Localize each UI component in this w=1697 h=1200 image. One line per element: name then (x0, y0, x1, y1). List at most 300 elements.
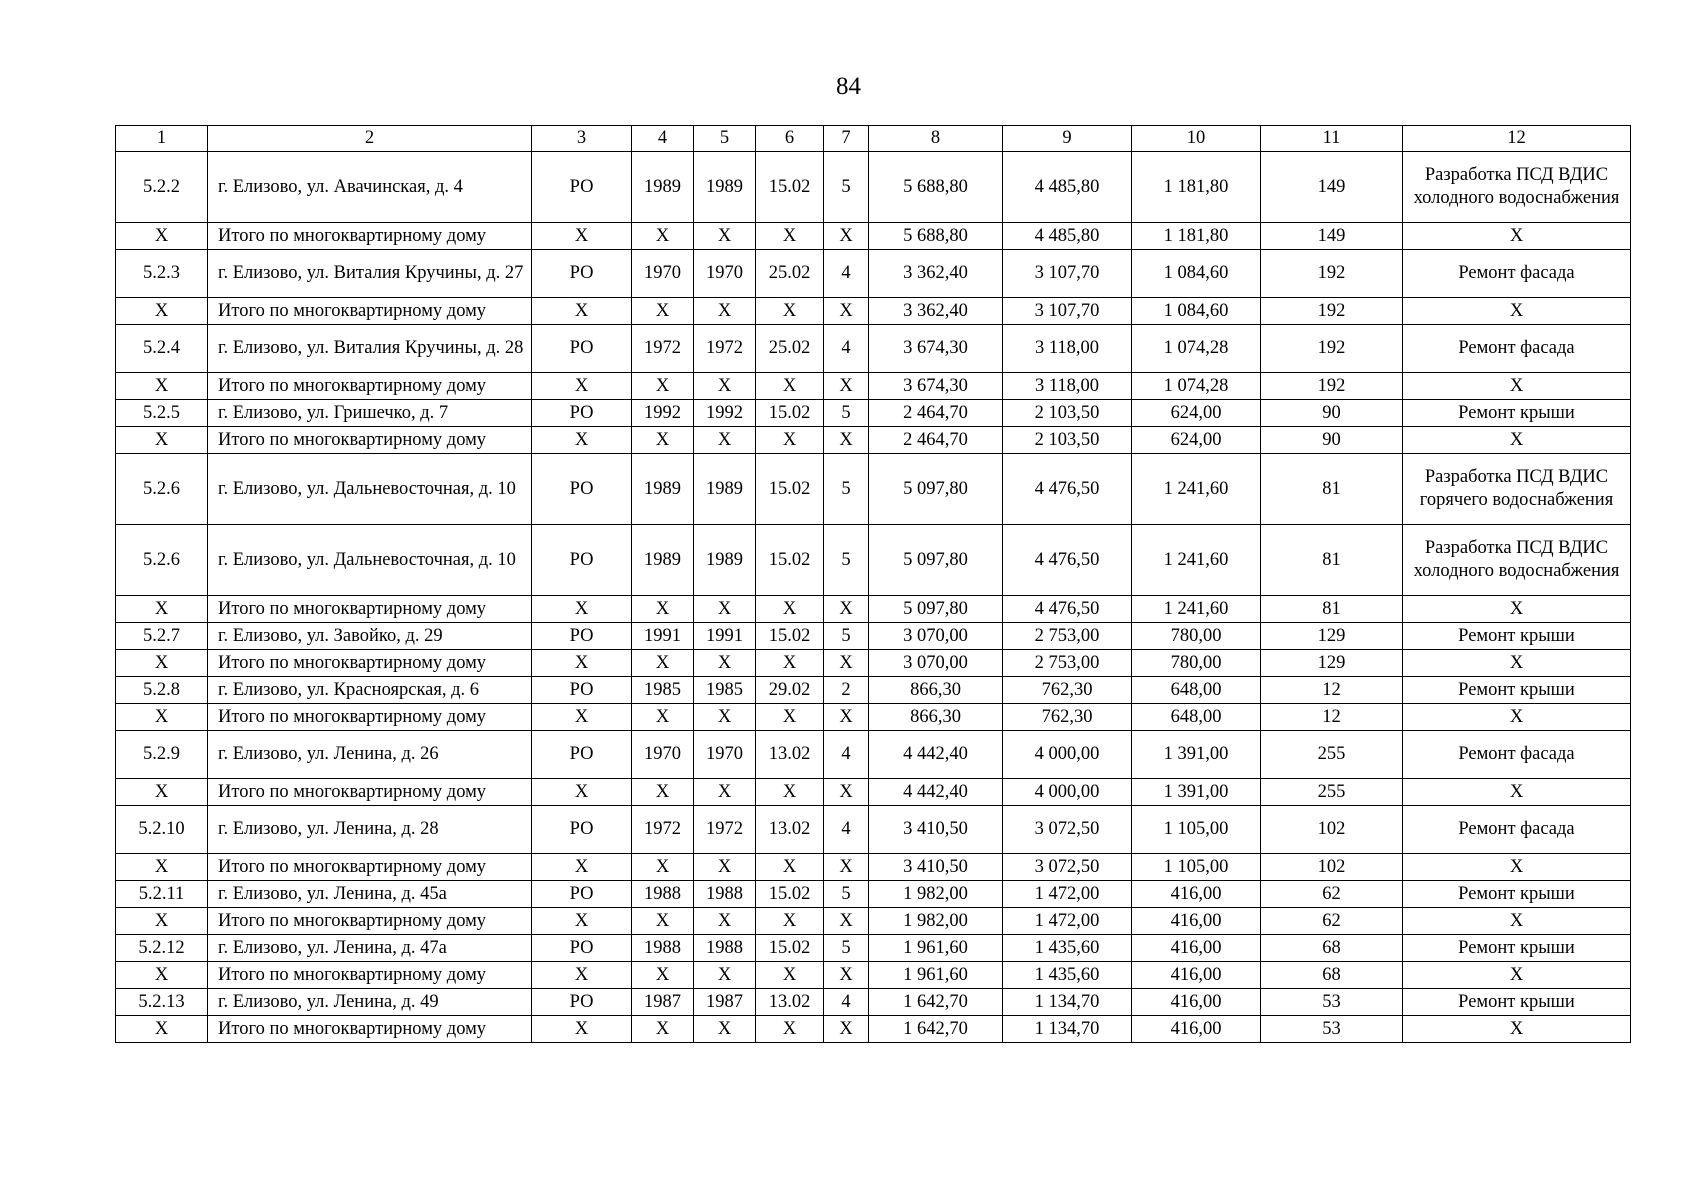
residential-area-cell: 762,30 (1003, 677, 1132, 704)
work-type-cell: Разработка ПСД ВДИС горячего водоснабжения (1403, 454, 1631, 525)
work-type-cell: Ремонт крыши (1403, 400, 1631, 427)
row-number: 5.2.10 (116, 806, 208, 854)
address-cell: г. Елизово, ул. Виталия Кручины, д. 28 (208, 325, 532, 373)
total-area-cell: 1 982,00 (869, 881, 1003, 908)
table-row (116, 731, 1631, 779)
address-cell: Итого по многоквартирному дому (208, 223, 532, 250)
year-built-cell: Х (632, 962, 694, 989)
row-number: Х (116, 779, 208, 806)
address-cell: Итого по многоквартирному дому (208, 650, 532, 677)
row-number: 5.2.5 (116, 400, 208, 427)
nonresidential-area-cell: 416,00 (1132, 908, 1261, 935)
total-area-cell: 5 097,80 (869, 596, 1003, 623)
year-built-cell: Х (632, 854, 694, 881)
wall-material-code-cell: 13.02 (756, 989, 824, 1016)
type-cell: Х (532, 427, 632, 454)
type-cell: РО (532, 325, 632, 373)
type-cell: Х (532, 779, 632, 806)
nonresidential-area-cell: 1 181,80 (1132, 223, 1261, 250)
table-row (116, 1016, 1631, 1043)
total-area-cell: 1 642,70 (869, 1016, 1003, 1043)
residents-cell: 255 (1261, 731, 1403, 779)
nonresidential-area-cell: 1 241,60 (1132, 596, 1261, 623)
residents-cell: 90 (1261, 400, 1403, 427)
total-area-cell: 2 464,70 (869, 400, 1003, 427)
work-type-cell: Х (1403, 373, 1631, 400)
residential-area-cell: 3 107,70 (1003, 298, 1132, 325)
year-built-cell: Х (632, 373, 694, 400)
total-area-cell: 866,30 (869, 704, 1003, 731)
year-built-cell: Х (632, 596, 694, 623)
work-type-cell: Х (1403, 779, 1631, 806)
wall-material-code-cell: 15.02 (756, 525, 824, 596)
residential-area-cell: 2 753,00 (1003, 650, 1132, 677)
table-row (116, 650, 1631, 677)
work-type-cell: Х (1403, 1016, 1631, 1043)
row-number: Х (116, 596, 208, 623)
total-area-cell: 5 688,80 (869, 152, 1003, 223)
floors-cell: Х (824, 1016, 869, 1043)
total-area-cell: 3 674,30 (869, 325, 1003, 373)
work-type-cell: Ремонт фасада (1403, 806, 1631, 854)
total-area-cell: 3 410,50 (869, 806, 1003, 854)
year-commissioned-cell: Х (694, 1016, 756, 1043)
year-built-cell: 1972 (632, 325, 694, 373)
work-type-cell: Ремонт фасада (1403, 325, 1631, 373)
row-number: 5.2.2 (116, 152, 208, 223)
nonresidential-area-cell: 1 241,60 (1132, 454, 1261, 525)
row-number: 5.2.11 (116, 881, 208, 908)
column-header: 8 (869, 126, 1003, 152)
nonresidential-area-cell: 1 084,60 (1132, 298, 1261, 325)
column-header: 3 (532, 126, 632, 152)
total-area-cell: 2 464,70 (869, 427, 1003, 454)
year-commissioned-cell: 1985 (694, 677, 756, 704)
nonresidential-area-cell: 1 084,60 (1132, 250, 1261, 298)
row-number: Х (116, 298, 208, 325)
address-cell: Итого по многоквартирному дому (208, 962, 532, 989)
table-row (116, 427, 1631, 454)
address-cell: г. Елизово, ул. Дальневосточная, д. 10 (208, 454, 532, 525)
residential-area-cell: 1 435,60 (1003, 962, 1132, 989)
residents-cell: 255 (1261, 779, 1403, 806)
year-commissioned-cell: 1989 (694, 454, 756, 525)
residents-cell: 62 (1261, 881, 1403, 908)
table-row (116, 779, 1631, 806)
wall-material-code-cell: Х (756, 650, 824, 677)
type-cell: Х (532, 908, 632, 935)
type-cell: Х (532, 962, 632, 989)
residents-cell: 192 (1261, 250, 1403, 298)
nonresidential-area-cell: 648,00 (1132, 704, 1261, 731)
residents-cell: 149 (1261, 152, 1403, 223)
residents-cell: 12 (1261, 677, 1403, 704)
year-commissioned-cell: Х (694, 854, 756, 881)
type-cell: Х (532, 854, 632, 881)
wall-material-code-cell: 15.02 (756, 454, 824, 525)
work-type-cell: Ремонт фасада (1403, 250, 1631, 298)
nonresidential-area-cell: 1 074,28 (1132, 373, 1261, 400)
page-number: 84 (836, 73, 861, 100)
nonresidential-area-cell: 416,00 (1132, 1016, 1261, 1043)
work-type-cell: Ремонт фасада (1403, 731, 1631, 779)
address-cell: г. Елизово, ул. Ленина, д. 26 (208, 731, 532, 779)
residents-cell: 68 (1261, 962, 1403, 989)
table-row (116, 854, 1631, 881)
column-header: 4 (632, 126, 694, 152)
table-row (116, 525, 1631, 596)
nonresidential-area-cell: 648,00 (1132, 677, 1261, 704)
address-cell: г. Елизово, ул. Дальневосточная, д. 10 (208, 525, 532, 596)
year-commissioned-cell: Х (694, 223, 756, 250)
table-row (116, 454, 1631, 525)
residential-area-cell: 4 476,50 (1003, 454, 1132, 525)
wall-material-code-cell: Х (756, 779, 824, 806)
work-type-cell: Х (1403, 962, 1631, 989)
residential-area-cell: 3 072,50 (1003, 854, 1132, 881)
year-commissioned-cell: Х (694, 650, 756, 677)
year-commissioned-cell: 1970 (694, 250, 756, 298)
total-area-cell: 1 642,70 (869, 989, 1003, 1016)
year-built-cell: Х (632, 298, 694, 325)
residential-area-cell: 4 485,80 (1003, 223, 1132, 250)
wall-material-code-cell: Х (756, 908, 824, 935)
year-built-cell: Х (632, 427, 694, 454)
floors-cell: 5 (824, 152, 869, 223)
total-area-cell: 1 961,60 (869, 962, 1003, 989)
address-cell: г. Елизово, ул. Ленина, д. 49 (208, 989, 532, 1016)
row-number: 5.2.6 (116, 525, 208, 596)
residents-cell: 90 (1261, 427, 1403, 454)
residential-area-cell: 1 472,00 (1003, 908, 1132, 935)
column-header: 2 (208, 126, 532, 152)
residential-area-cell: 3 118,00 (1003, 373, 1132, 400)
year-built-cell: Х (632, 650, 694, 677)
year-commissioned-cell: Х (694, 298, 756, 325)
wall-material-code-cell: Х (756, 854, 824, 881)
year-commissioned-cell: Х (694, 962, 756, 989)
address-cell: Итого по многоквартирному дому (208, 596, 532, 623)
floors-cell: Х (824, 373, 869, 400)
address-cell: Итого по многоквартирному дому (208, 779, 532, 806)
residential-area-cell: 2 103,50 (1003, 400, 1132, 427)
type-cell: РО (532, 152, 632, 223)
nonresidential-area-cell: 1 074,28 (1132, 325, 1261, 373)
work-type-cell: Разработка ПСД ВДИС холодного водоснабжения (1403, 525, 1631, 596)
residents-cell: 62 (1261, 908, 1403, 935)
residential-area-cell: 1 134,70 (1003, 989, 1132, 1016)
address-cell: Итого по многоквартирному дому (208, 854, 532, 881)
total-area-cell: 3 362,40 (869, 298, 1003, 325)
table-row (116, 250, 1631, 298)
row-number: Х (116, 223, 208, 250)
address-cell: г. Елизово, ул. Виталия Кручины, д. 27 (208, 250, 532, 298)
row-number: 5.2.8 (116, 677, 208, 704)
table-row (116, 623, 1631, 650)
floors-cell: Х (824, 779, 869, 806)
type-cell: РО (532, 731, 632, 779)
floors-cell: 4 (824, 989, 869, 1016)
year-built-cell: 1970 (632, 731, 694, 779)
column-header: 1 (116, 126, 208, 152)
residents-cell: 81 (1261, 596, 1403, 623)
nonresidential-area-cell: 624,00 (1132, 427, 1261, 454)
residential-area-cell: 2 753,00 (1003, 623, 1132, 650)
total-area-cell: 5 688,80 (869, 223, 1003, 250)
floors-cell: Х (824, 223, 869, 250)
table-row (116, 935, 1631, 962)
year-built-cell: 1985 (632, 677, 694, 704)
nonresidential-area-cell: 416,00 (1132, 989, 1261, 1016)
column-header: 6 (756, 126, 824, 152)
type-cell: РО (532, 935, 632, 962)
housing-register-table (115, 125, 1631, 1043)
residents-cell: 102 (1261, 806, 1403, 854)
wall-material-code-cell: Х (756, 962, 824, 989)
wall-material-code-cell: 15.02 (756, 935, 824, 962)
floors-cell: 2 (824, 677, 869, 704)
total-area-cell: 3 674,30 (869, 373, 1003, 400)
table-row (116, 325, 1631, 373)
floors-cell: Х (824, 596, 869, 623)
row-number: Х (116, 427, 208, 454)
floors-cell: 4 (824, 806, 869, 854)
total-area-cell: 5 097,80 (869, 454, 1003, 525)
wall-material-code-cell: Х (756, 1016, 824, 1043)
nonresidential-area-cell: 780,00 (1132, 650, 1261, 677)
year-built-cell: Х (632, 908, 694, 935)
year-commissioned-cell: 1972 (694, 806, 756, 854)
year-commissioned-cell: Х (694, 427, 756, 454)
wall-material-code-cell: 25.02 (756, 250, 824, 298)
type-cell: Х (532, 1016, 632, 1043)
column-header: 10 (1132, 126, 1261, 152)
year-commissioned-cell: 1988 (694, 881, 756, 908)
nonresidential-area-cell: 1 181,80 (1132, 152, 1261, 223)
address-cell: Итого по многоквартирному дому (208, 427, 532, 454)
wall-material-code-cell: 15.02 (756, 400, 824, 427)
wall-material-code-cell: Х (756, 596, 824, 623)
year-built-cell: 1991 (632, 623, 694, 650)
column-number-row (116, 126, 1631, 152)
type-cell: Х (532, 223, 632, 250)
table-row (116, 373, 1631, 400)
address-cell: г. Елизово, ул. Ленина, д. 47а (208, 935, 532, 962)
floors-cell: Х (824, 427, 869, 454)
residential-area-cell: 3 107,70 (1003, 250, 1132, 298)
floors-cell: 4 (824, 250, 869, 298)
work-type-cell: Разработка ПСД ВДИС холодного водоснабжения (1403, 152, 1631, 223)
residential-area-cell: 4 476,50 (1003, 525, 1132, 596)
floors-cell: Х (824, 908, 869, 935)
address-cell: г. Елизово, ул. Ленина, д. 28 (208, 806, 532, 854)
column-header: 12 (1403, 126, 1631, 152)
residents-cell: 129 (1261, 623, 1403, 650)
row-number: 5.2.13 (116, 989, 208, 1016)
year-commissioned-cell: Х (694, 704, 756, 731)
row-number: Х (116, 704, 208, 731)
residential-area-cell: 4 476,50 (1003, 596, 1132, 623)
residential-area-cell: 1 134,70 (1003, 1016, 1132, 1043)
table-row (116, 677, 1631, 704)
residents-cell: 129 (1261, 650, 1403, 677)
row-number: Х (116, 1016, 208, 1043)
total-area-cell: 3 070,00 (869, 623, 1003, 650)
year-commissioned-cell: 1972 (694, 325, 756, 373)
nonresidential-area-cell: 416,00 (1132, 935, 1261, 962)
year-built-cell: 1988 (632, 881, 694, 908)
address-cell: Итого по многоквартирному дому (208, 908, 532, 935)
year-commissioned-cell: Х (694, 373, 756, 400)
column-header: 7 (824, 126, 869, 152)
total-area-cell: 3 410,50 (869, 854, 1003, 881)
work-type-cell: Х (1403, 854, 1631, 881)
year-commissioned-cell: 1989 (694, 525, 756, 596)
residential-area-cell: 1 472,00 (1003, 881, 1132, 908)
year-built-cell: 1970 (632, 250, 694, 298)
floors-cell: Х (824, 298, 869, 325)
residents-cell: 12 (1261, 704, 1403, 731)
table-row (116, 704, 1631, 731)
address-cell: Итого по многоквартирному дому (208, 1016, 532, 1043)
work-type-cell: Х (1403, 223, 1631, 250)
floors-cell: Х (824, 854, 869, 881)
residents-cell: 192 (1261, 325, 1403, 373)
year-commissioned-cell: 1989 (694, 152, 756, 223)
work-type-cell: Х (1403, 704, 1631, 731)
floors-cell: Х (824, 962, 869, 989)
nonresidential-area-cell: 1 105,00 (1132, 854, 1261, 881)
total-area-cell: 3 070,00 (869, 650, 1003, 677)
total-area-cell: 5 097,80 (869, 525, 1003, 596)
year-built-cell: Х (632, 223, 694, 250)
year-commissioned-cell: Х (694, 908, 756, 935)
wall-material-code-cell: 15.02 (756, 881, 824, 908)
column-header: 11 (1261, 126, 1403, 152)
table-body (116, 126, 1631, 1043)
floors-cell: 4 (824, 731, 869, 779)
table-row (116, 962, 1631, 989)
row-number: 5.2.7 (116, 623, 208, 650)
table-row (116, 908, 1631, 935)
table-row (116, 881, 1631, 908)
year-built-cell: 1972 (632, 806, 694, 854)
total-area-cell: 4 442,40 (869, 731, 1003, 779)
row-number: 5.2.4 (116, 325, 208, 373)
type-cell: РО (532, 881, 632, 908)
nonresidential-area-cell: 1 391,00 (1132, 779, 1261, 806)
type-cell: РО (532, 400, 632, 427)
wall-material-code-cell: 29.02 (756, 677, 824, 704)
row-number: Х (116, 962, 208, 989)
total-area-cell: 1 982,00 (869, 908, 1003, 935)
row-number: 5.2.12 (116, 935, 208, 962)
floors-cell: 4 (824, 325, 869, 373)
wall-material-code-cell: 13.02 (756, 806, 824, 854)
residents-cell: 68 (1261, 935, 1403, 962)
work-type-cell: Х (1403, 298, 1631, 325)
work-type-cell: Х (1403, 650, 1631, 677)
type-cell: Х (532, 373, 632, 400)
total-area-cell: 3 362,40 (869, 250, 1003, 298)
nonresidential-area-cell: 416,00 (1132, 881, 1261, 908)
row-number: Х (116, 373, 208, 400)
address-cell: г. Елизово, ул. Ленина, д. 45а (208, 881, 532, 908)
residential-area-cell: 2 103,50 (1003, 427, 1132, 454)
year-built-cell: 1989 (632, 525, 694, 596)
table-row (116, 806, 1631, 854)
table-row (116, 152, 1631, 223)
address-cell: г. Елизово, ул. Завойко, д. 29 (208, 623, 532, 650)
floors-cell: 5 (824, 525, 869, 596)
wall-material-code-cell: Х (756, 427, 824, 454)
year-built-cell: Х (632, 779, 694, 806)
residential-area-cell: 4 000,00 (1003, 731, 1132, 779)
type-cell: Х (532, 298, 632, 325)
address-cell: Итого по многоквартирному дому (208, 704, 532, 731)
type-cell: РО (532, 454, 632, 525)
nonresidential-area-cell: 624,00 (1132, 400, 1261, 427)
year-built-cell: 1989 (632, 454, 694, 525)
column-header: 9 (1003, 126, 1132, 152)
residential-area-cell: 4 485,80 (1003, 152, 1132, 223)
work-type-cell: Ремонт крыши (1403, 989, 1631, 1016)
address-cell: Итого по многоквартирному дому (208, 298, 532, 325)
nonresidential-area-cell: 1 391,00 (1132, 731, 1261, 779)
type-cell: РО (532, 989, 632, 1016)
wall-material-code-cell: 25.02 (756, 325, 824, 373)
type-cell: РО (532, 677, 632, 704)
year-built-cell: Х (632, 704, 694, 731)
residents-cell: 81 (1261, 525, 1403, 596)
wall-material-code-cell: 15.02 (756, 623, 824, 650)
year-commissioned-cell: 1991 (694, 623, 756, 650)
year-commissioned-cell: Х (694, 596, 756, 623)
year-commissioned-cell: 1970 (694, 731, 756, 779)
floors-cell: 5 (824, 935, 869, 962)
type-cell: Х (532, 704, 632, 731)
floors-cell: 5 (824, 454, 869, 525)
floors-cell: Х (824, 704, 869, 731)
work-type-cell: Х (1403, 427, 1631, 454)
row-number: 5.2.6 (116, 454, 208, 525)
address-cell: г. Елизово, ул. Авачинская, д. 4 (208, 152, 532, 223)
type-cell: РО (532, 525, 632, 596)
residents-cell: 192 (1261, 373, 1403, 400)
type-cell: РО (532, 250, 632, 298)
work-type-cell: Х (1403, 596, 1631, 623)
total-area-cell: 1 961,60 (869, 935, 1003, 962)
row-number: 5.2.9 (116, 731, 208, 779)
nonresidential-area-cell: 1 241,60 (1132, 525, 1261, 596)
total-area-cell: 866,30 (869, 677, 1003, 704)
wall-material-code-cell: 13.02 (756, 731, 824, 779)
total-area-cell: 4 442,40 (869, 779, 1003, 806)
wall-material-code-cell: Х (756, 223, 824, 250)
year-built-cell: 1992 (632, 400, 694, 427)
residents-cell: 53 (1261, 1016, 1403, 1043)
table-row (116, 989, 1631, 1016)
type-cell: РО (532, 623, 632, 650)
row-number: Х (116, 908, 208, 935)
floors-cell: Х (824, 650, 869, 677)
nonresidential-area-cell: 416,00 (1132, 962, 1261, 989)
type-cell: Х (532, 650, 632, 677)
column-header: 5 (694, 126, 756, 152)
work-type-cell: Ремонт крыши (1403, 623, 1631, 650)
year-built-cell: 1988 (632, 935, 694, 962)
year-commissioned-cell: Х (694, 779, 756, 806)
